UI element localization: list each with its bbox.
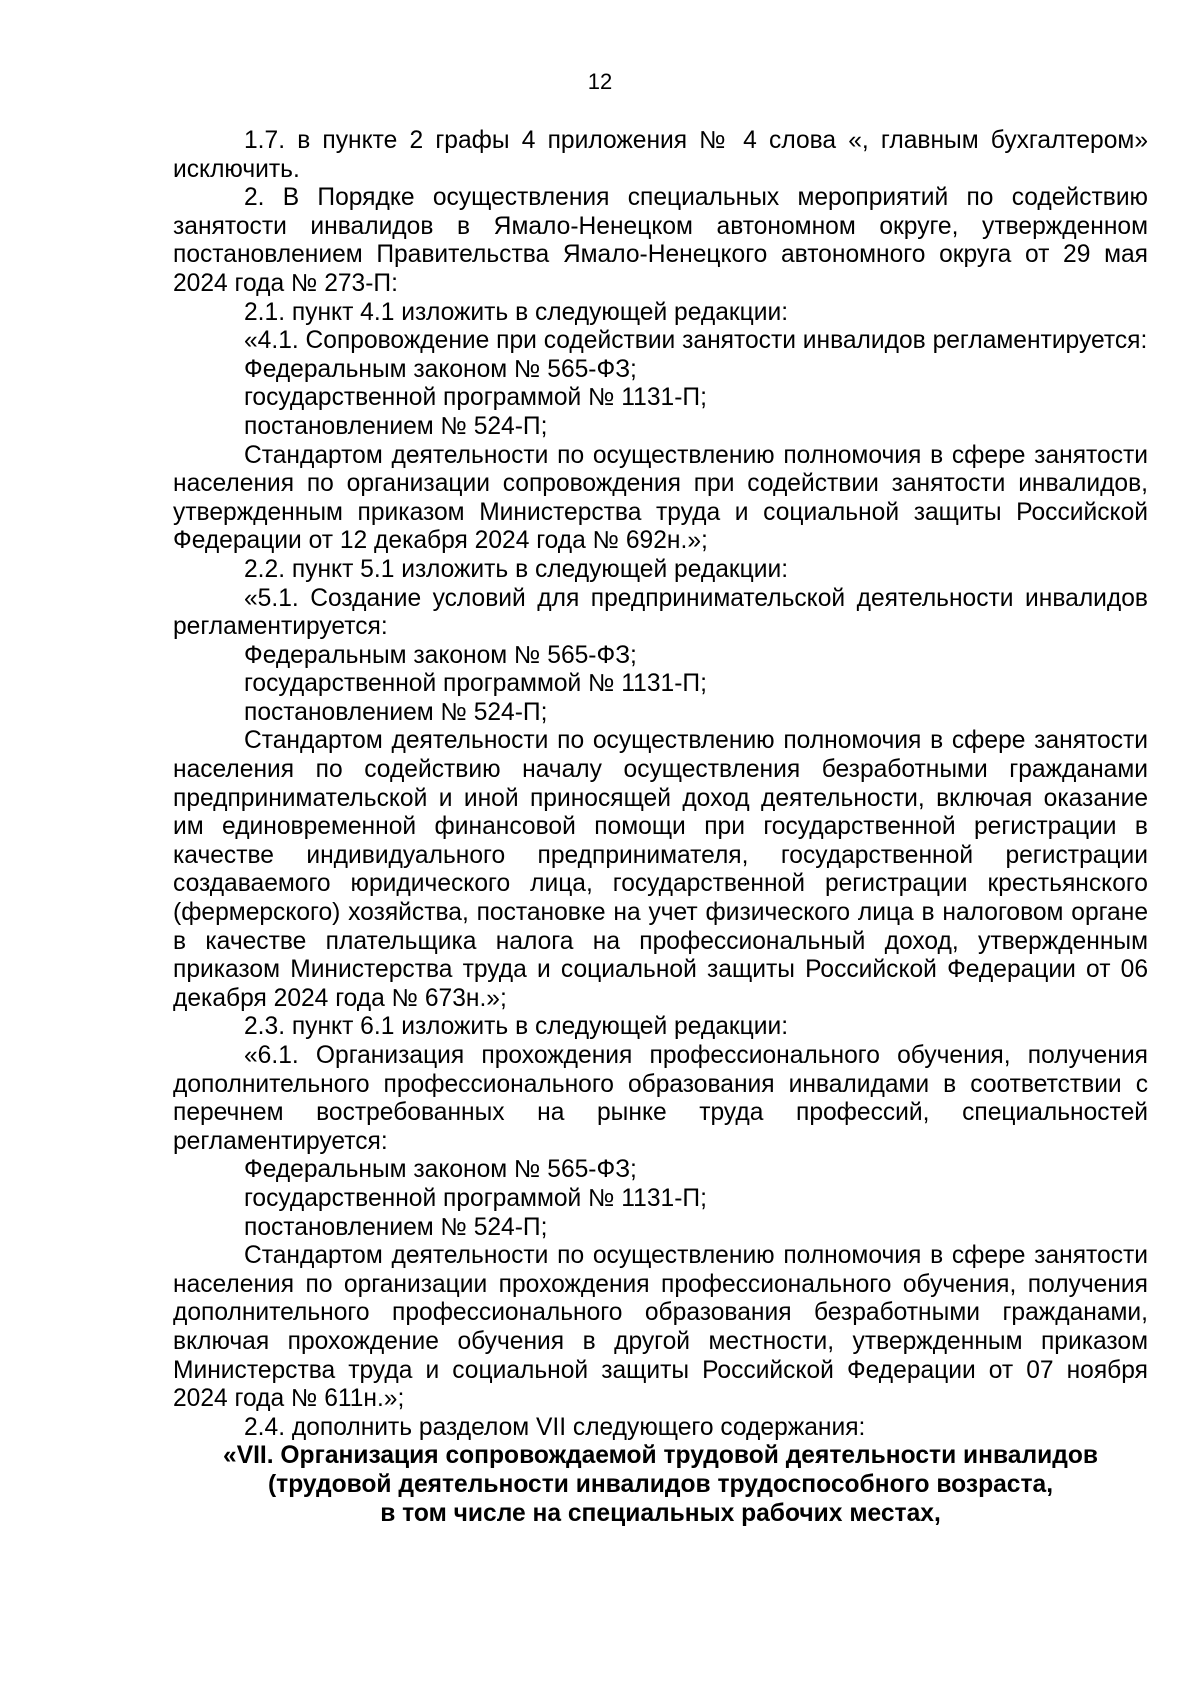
heading-open-quote: « bbox=[223, 1442, 237, 1470]
paragraph: «4.1. Сопровождение при содействии занятости инвалидов регламентируется: bbox=[244, 327, 1148, 355]
section-heading-line: в том числе на специальных рабочих местах, bbox=[380, 1499, 941, 1527]
paragraph: Федеральным законом № 565-ФЗ; bbox=[244, 355, 637, 383]
paragraph: Стандартом деятельности по осуществлению полномочия в сфере занятости населения по организации сопровождения при содействии занятости инвалидов, утвержденным приказом Министерства труда и социальной защиты Российской Федерации от 12 декабря 2024 года № 692н.»; bbox=[173, 441, 1148, 555]
paragraph: постановлением № 524-П; bbox=[244, 698, 548, 726]
section-heading-line: (трудовой деятельности инвалидов трудоспособного возраста, bbox=[267, 1470, 1054, 1498]
paragraph: государственной программой № 1131-П; bbox=[244, 384, 707, 412]
paragraph: постановлением № 524-П; bbox=[244, 1213, 548, 1241]
heading-line-text: VII. Организация сопровождаемой трудовой деятельности инвалидов bbox=[236, 1442, 1098, 1470]
section-heading bbox=[173, 1442, 1148, 1528]
paragraph: Стандартом деятельности по осуществлению полномочия в сфере занятости населения по организации прохождения профессионального обучения, получения дополнительного профессионального образования безработными гражданами, включая прохождение обучения в другой местности, утвержденным приказом Министерства труда и социальной защиты Российской Федерации от 07 ноября 2024 года № 611н.»; bbox=[173, 1242, 1148, 1413]
document-body bbox=[173, 127, 1148, 1528]
paragraph: 2.4. дополнить разделом VII следующего содержания: bbox=[244, 1413, 866, 1441]
paragraph-list bbox=[173, 127, 1148, 1442]
paragraph: 2.3. пункт 6.1 изложить в следующей редакции: bbox=[244, 1013, 789, 1041]
paragraph: государственной программой № 1131-П; bbox=[244, 670, 707, 698]
paragraph: «6.1. Организация прохождения профессионального обучения, получения дополнительного профессионального образования инвалидами в соответствии с перечнем востребованных на рынке труда профессий, специальностей регламентируется: bbox=[173, 1042, 1148, 1155]
section-heading-line bbox=[173, 1442, 1148, 1471]
paragraph: государственной программой № 1131-П; bbox=[244, 1184, 707, 1212]
paragraph: 2.1. пункт 4.1 изложить в следующей редакции: bbox=[244, 298, 789, 326]
paragraph: Федеральным законом № 565-ФЗ; bbox=[244, 641, 637, 669]
paragraph: «5.1. Создание условий для предпринимательской деятельности инвалидов регламентируется: bbox=[173, 584, 1148, 641]
paragraph: 1.7. в пункте 2 графы 4 приложения № 4 слова «, главным бухгалтером» исключить. bbox=[173, 127, 1148, 183]
paragraph: Стандартом деятельности по осуществлению полномочия в сфере занятости населения по содействию началу осуществления безработными гражданами предпринимательской и иной приносящей доход деятельности, включая оказание им единовременной финансовой помощи при государственной регистрации в качестве индивидуального предпринимателя, государственной регистрации создаваемого юридического лица, государственной регистрации крестьянского (фермерского) хозяйства, постановке на учет физического лица в налоговом органе в качестве плательщика налога на профессиональный доход, утвержденным приказом Министерства труда и социальной защиты Российской Федерации от 06 декабря 2024 года № 673н.»; bbox=[173, 727, 1148, 1012]
paragraph: Федеральным законом № 565-ФЗ; bbox=[244, 1156, 637, 1184]
paragraph: 2. В Порядке осуществления специальных мероприятий по содействию занятости инвалидов в Ямало-Ненецком автономном округе, утвержденном постановлением Правительства Ямало-Ненецкого автономного округа от 29 мая 2024 года № 273-П: bbox=[173, 184, 1148, 297]
paragraph: 2.2. пункт 5.1 изложить в следующей редакции: bbox=[244, 555, 789, 583]
paragraph: постановлением № 524-П; bbox=[244, 412, 548, 440]
page-number: 12 bbox=[587, 69, 613, 94]
